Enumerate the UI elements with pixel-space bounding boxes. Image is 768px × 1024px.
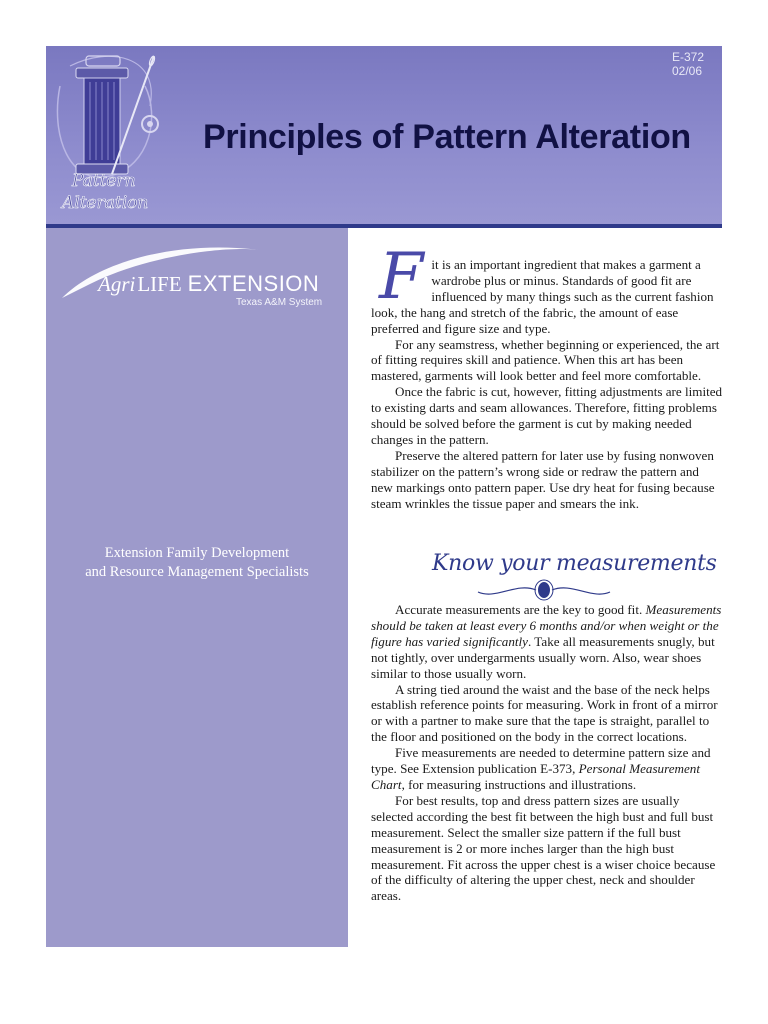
- page-title: Principles of Pattern Alteration: [203, 118, 691, 156]
- intro-paragraph-1-text: it is an important ingredient that makes a garment a wardrobe plus or minus. Standards of good fit are influenced by many things such as the current fashion look, the hang and stretch of the fabric, the amount of ease preferred and figure size and type.: [371, 257, 714, 336]
- logo-wordmark: [52, 170, 172, 214]
- publication-number: E-372: [672, 50, 705, 64]
- measurements-paragraph-1: [371, 602, 723, 682]
- publication-date: 02/06: [672, 64, 703, 78]
- sidebar-panel: [46, 228, 348, 947]
- measurements-p3-tail: , for measuring instructions and illustrations.: [401, 776, 637, 792]
- measurements-p1-tail: . Take all measurements snugly, but not tightly, over undergarments usually worn. Also, wear shoes similar to those usually worn.: [371, 633, 715, 681]
- measurements-p3-italic: Personal Measurement Chart: [371, 761, 700, 792]
- agrilife-extension-logo: [98, 271, 319, 297]
- specialists-line-1: Extension Family Development: [104, 545, 290, 561]
- measurements-text: [371, 602, 723, 904]
- intro-paragraph-2: For any seamstress, whether beginning or experienced, the art of fitting requires skill and patience. When this art has been mastered, garments will look better and feel more comfortable.: [371, 336, 720, 384]
- measurements-paragraph-4: For best results, top and dress pattern sizes are usually selected according the best fit between the high bust and full bust measurement. Select the smaller size pattern if the full bust measurement is 2 or more inches larger than the high bust measurement. Fit across the upper chest is a wiser choice because of the difficulty of altering the upper chest, neck and shoulder areas.: [371, 792, 716, 904]
- specialists-credit: [46, 544, 348, 582]
- brand-subtitle: Texas A&M System: [236, 297, 323, 308]
- measurements-paragraph-3: [371, 745, 723, 793]
- measurements-p1-lead: Accurate measurements are the key to good fit.: [395, 602, 646, 617]
- measurements-p3-lead: Five measurements are needed to determine pattern size and type. See Extension publication E-373,: [371, 745, 711, 777]
- section-heading: Know your measurements: [432, 551, 717, 576]
- intro-paragraph-4: Preserve the altered pattern for later use by fusing nonwoven stabilizer on the pattern’s wrong side or redraw the pattern and new markings onto pattern paper. Use dry heat for fusing because steam wrinkles the tissue paper and smears the ink.: [371, 447, 715, 511]
- logo-line-2: Alteration: [62, 193, 149, 213]
- publication-code: [672, 50, 704, 78]
- intro-paragraph-3: Once the fabric is cut, however, fitting adjustments are limited to existing darts and seam allowances. Therefore, fitting problems should be solved before the garment is cut by making needed changes in the pattern.: [371, 384, 723, 447]
- brand-extension: EXTENSION: [187, 271, 320, 296]
- drop-cap: F: [379, 240, 424, 314]
- measurements-p1-italic: Measurements should be taken at least every 6 months and/or when weight or the figure has varied significantly: [371, 602, 722, 649]
- intro-text: [371, 240, 723, 512]
- specialists-line-2: and Resource Management Specialists: [85, 564, 309, 580]
- measurements-paragraph-2: A string tied around the waist and the base of the neck helps establish reference points for measuring. Work in front of a mirror or with a partner to make sure that the tape is straight, parallel to the floor and positioned on the body in the correct locations.: [371, 681, 718, 745]
- brand-life: LIFE: [137, 272, 182, 296]
- logo-line-1: Pattern: [72, 171, 136, 191]
- ornament-divider-icon: [476, 578, 612, 602]
- intro-paragraph-1: [371, 240, 723, 337]
- brand-agri: Agri: [98, 272, 136, 296]
